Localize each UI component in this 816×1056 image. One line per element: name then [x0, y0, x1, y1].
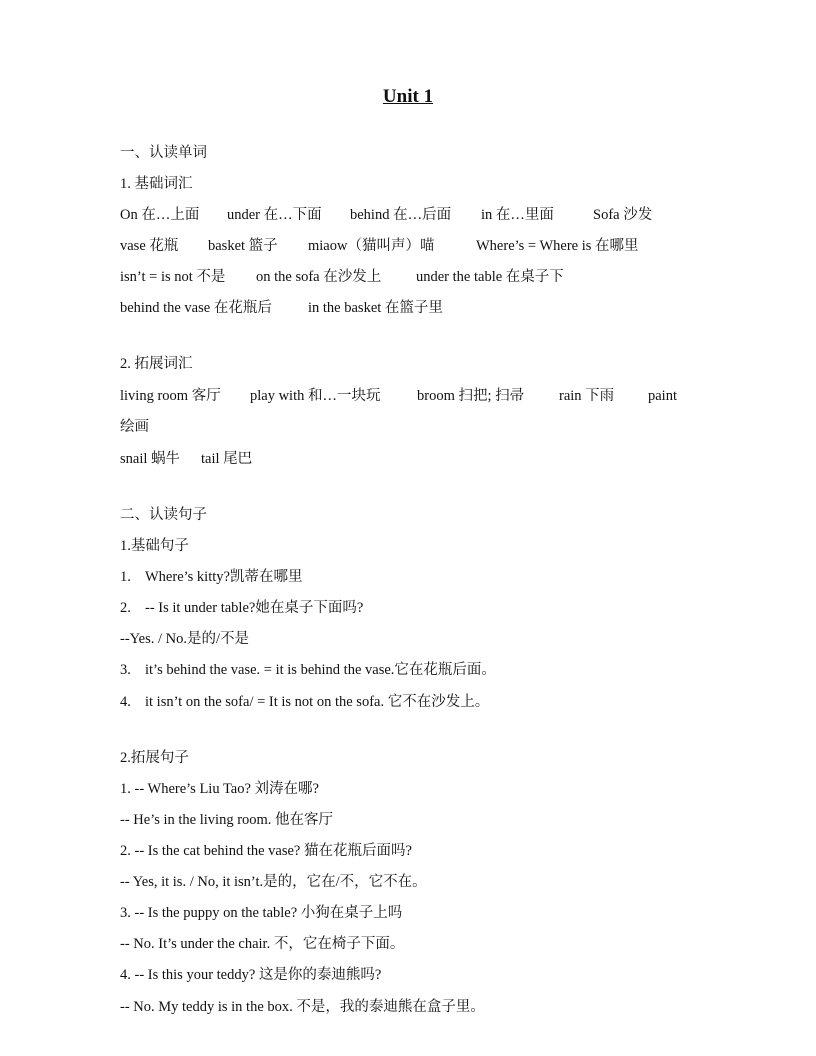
vocab-item: on the sofa 在沙发上	[256, 269, 382, 285]
subheading-basic-vocab: 1. 基础词汇	[120, 176, 193, 192]
vocab-item: under the table 在桌子下	[416, 269, 564, 285]
sentence-text: --Yes. / No.是的/不是	[120, 631, 250, 647]
vocab-item: basket 篮子	[208, 238, 278, 254]
vocab-item: Sofa 沙发	[593, 207, 653, 223]
sentence-number: 4.	[120, 694, 131, 710]
vocab-item: isn’t = is not 不是	[120, 269, 226, 285]
subheading-extended-sentences: 2.拓展句子	[120, 750, 189, 766]
vocab-wrap: 绘画	[120, 419, 149, 435]
vocab-item: paint	[648, 388, 677, 404]
sentence-number: 2.	[120, 600, 131, 616]
vocab-item: vase 花瓶	[120, 238, 179, 254]
vocab-item: in the basket 在篮子里	[308, 300, 443, 316]
sentence-text: Where’s kitty?凯蒂在哪里	[145, 569, 303, 585]
dialogue-line: 4. -- Is this your teddy? 这是你的泰迪熊吗?	[120, 967, 382, 983]
dialogue-line: 3. -- Is the puppy on the table? 小狗在桌子上吗	[120, 905, 403, 921]
vocab-item: broom 扫把; 扫帚	[417, 388, 525, 404]
sentence-number: 3.	[120, 662, 131, 678]
vocab-item: behind the vase 在花瓶后	[120, 300, 272, 316]
dialogue-line: -- He’s in the living room. 他在客厅	[120, 812, 334, 828]
dialogue-line: -- No. My teddy is in the box. 不是，我的泰迪熊在盒子里。	[120, 999, 485, 1015]
dialogue-line: -- No. It’s under the chair. 不，它在椅子下面。	[120, 936, 405, 952]
vocab-item: living room 客厅	[120, 388, 221, 404]
vocab-item: snail 蜗牛	[120, 451, 181, 467]
vocab-item: under 在…下面	[227, 207, 322, 223]
section-heading-sentences: 二、认读句子	[120, 507, 207, 523]
vocab-item: play with 和…一块玩	[250, 388, 381, 404]
sentence-text: it’s behind the vase. = it is behind the vase.它在花瓶后面。	[145, 662, 496, 678]
vocab-item: tail 尾巴	[201, 451, 253, 467]
dialogue-line: 2. -- Is the cat behind the vase? 猫在花瓶后面吗?	[120, 843, 412, 859]
dialogue-line: -- Yes, it is. / No, it isn’t.是的，它在/不，它不在。	[120, 874, 427, 890]
vocab-item: in 在…里面	[481, 207, 554, 223]
sentence-text: it isn’t on the sofa/ = It is not on the sofa. 它不在沙发上。	[145, 694, 490, 710]
subheading-basic-sentences: 1.基础句子	[120, 538, 189, 554]
dialogue-line: 1. -- Where’s Liu Tao? 刘涛在哪?	[120, 781, 319, 797]
sentence-text: -- Is it under table?她在桌子下面吗?	[145, 600, 364, 616]
vocab-item: Where’s = Where is 在哪里	[476, 238, 639, 254]
vocab-item: On 在…上面	[120, 207, 200, 223]
vocab-item: miaow（猫叫声）喵	[308, 238, 435, 254]
page-title: Unit 1	[382, 86, 434, 107]
subheading-extended-vocab: 2. 拓展词汇	[120, 356, 193, 372]
section-heading-words: 一、认读单词	[120, 145, 207, 161]
vocab-item: rain 下雨	[559, 388, 615, 404]
sentence-number: 1.	[120, 569, 131, 585]
vocab-item: behind 在…后面	[350, 207, 452, 223]
